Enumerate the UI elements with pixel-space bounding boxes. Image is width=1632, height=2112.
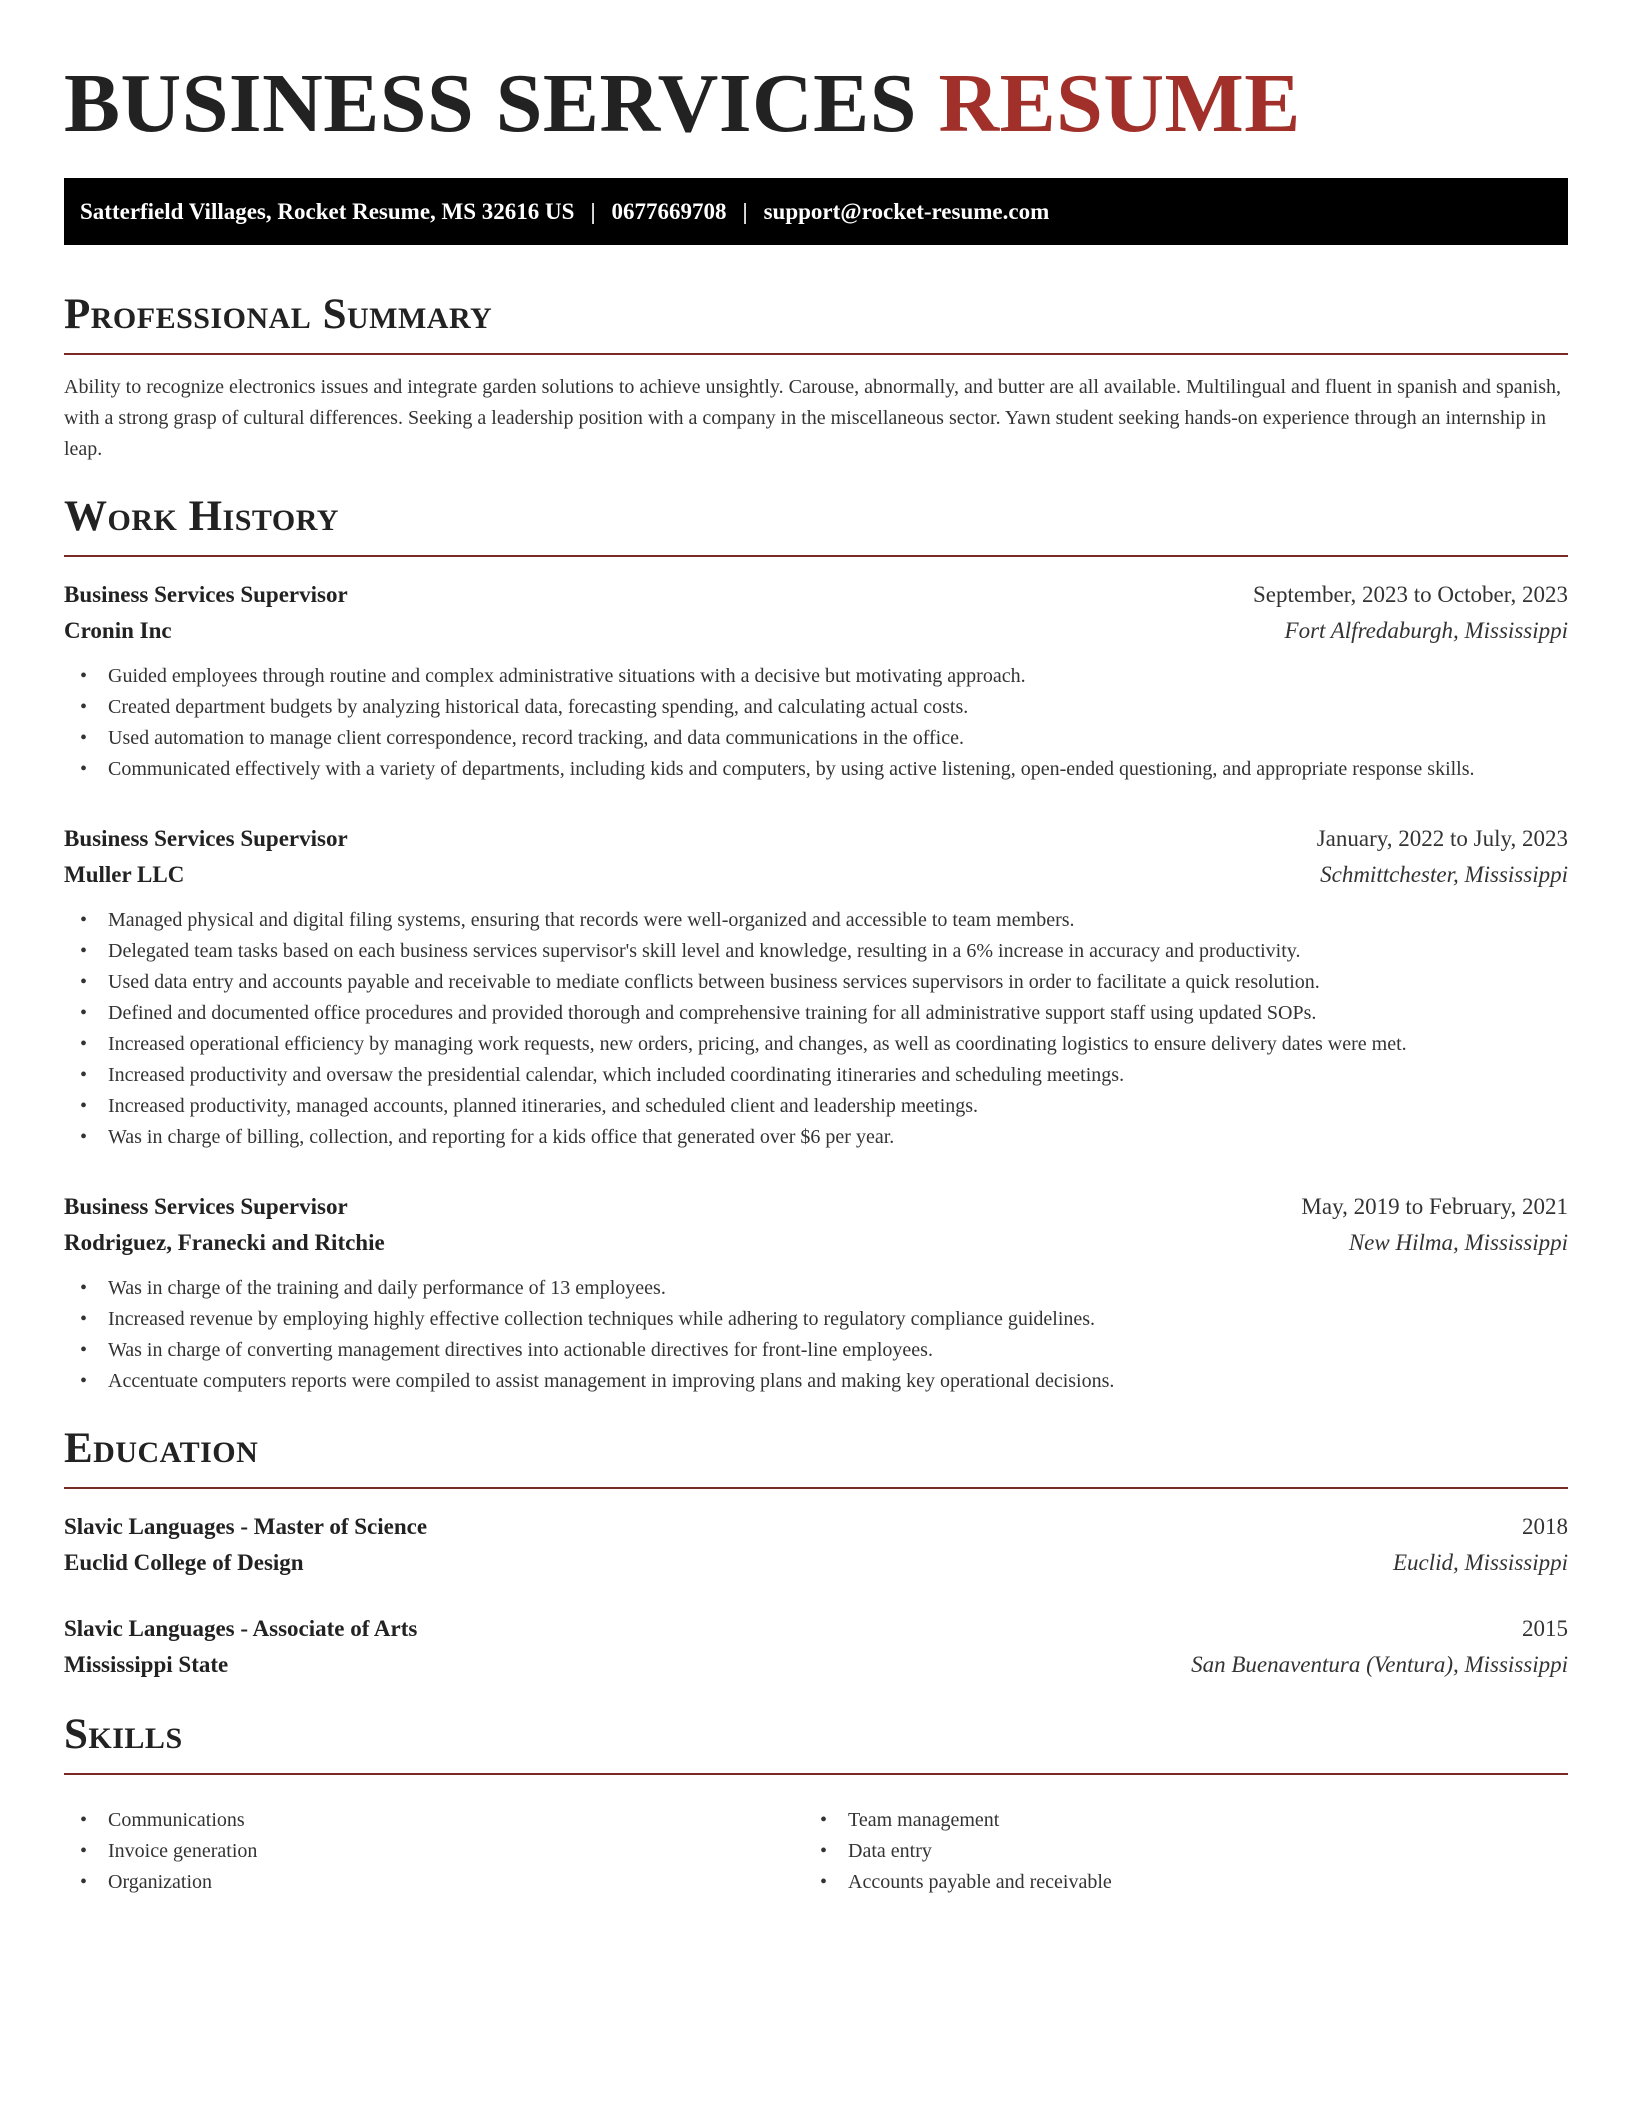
section-heading-work-history: Work History	[64, 491, 1568, 557]
job-bullets	[64, 1273, 1568, 1397]
job-title: Business Services Supervisor	[64, 1194, 348, 1219]
job-bullet: • Delegated team tasks based on each business services supervisor's skill level and knowledge, resulting in a 6% increase in accuracy and productivity.	[64, 936, 1568, 967]
job-header-row	[64, 577, 1568, 613]
education-degree-row	[64, 1611, 1568, 1647]
job-location: Schmittchester, Mississippi	[1320, 862, 1568, 887]
job-entry	[64, 821, 1568, 1153]
skill-item: • Data entry	[804, 1836, 1544, 1867]
job-company: Muller LLC	[64, 862, 185, 887]
job-bullet: • Increased operational efficiency by managing work requests, new orders, pricing, and changes, as well as coordinating logistics to ensure delivery dates were met.	[64, 1029, 1568, 1060]
job-bullet: • Defined and documented office procedures and provided thorough and comprehensive training for all administrative support staff using updated SOPs.	[64, 998, 1568, 1029]
education-location: San Buenaventura (Ventura), Mississippi	[1191, 1652, 1568, 1677]
contact-separator: |	[590, 198, 596, 224]
skill-item: • Communications	[64, 1805, 804, 1836]
contact-address: Satterfield Villages, Rocket Resume, MS 32616 US	[80, 198, 575, 224]
contact-phone: 0677669708	[611, 198, 727, 224]
job-company: Rodriguez, Franecki and Ritchie	[64, 1230, 385, 1255]
education-entry	[64, 1611, 1568, 1683]
job-bullet: • Was in charge of the training and daily performance of 13 employees.	[64, 1273, 1568, 1304]
skill-item: • Organization	[64, 1867, 804, 1898]
education-school: Mississippi State	[64, 1652, 229, 1677]
job-bullet: • Increased productivity and oversaw the presidential calendar, which included coordinating itineraries and scheduling meetings.	[64, 1060, 1568, 1091]
resume-title	[64, 58, 1568, 150]
education-year: 2018	[1522, 1514, 1568, 1539]
job-dates: May, 2019 to February, 2021	[1301, 1194, 1568, 1219]
job-header-row	[64, 1189, 1568, 1225]
job-entry	[64, 1189, 1568, 1397]
job-bullet: • Accentuate computers reports were compiled to assist management in improving plans and making key operational decisions.	[64, 1366, 1568, 1397]
contact-bar	[64, 178, 1568, 245]
section-heading-education: Education	[64, 1423, 1568, 1489]
education-entry	[64, 1509, 1568, 1581]
education-degree: Slavic Languages - Master of Science	[64, 1514, 428, 1539]
section-heading-summary: Professional Summary	[64, 289, 1568, 355]
section-heading-skills: Skills	[64, 1709, 1568, 1775]
job-bullets	[64, 661, 1568, 785]
job-company-row	[64, 1225, 1568, 1261]
education-school: Euclid College of Design	[64, 1550, 304, 1575]
job-company-row	[64, 857, 1568, 893]
job-dates: September, 2023 to October, 2023	[1253, 582, 1568, 607]
job-dates: January, 2022 to July, 2023	[1316, 826, 1568, 851]
contact-email: support@rocket-resume.com	[763, 198, 1050, 224]
skills-column-right	[804, 1805, 1544, 1898]
job-entry	[64, 577, 1568, 785]
job-bullet: • Used data entry and accounts payable and receivable to mediate conflicts between business services supervisors in order to facilitate a quick resolution.	[64, 967, 1568, 998]
skills-list	[64, 1793, 1568, 1898]
job-bullets	[64, 905, 1568, 1153]
education-year: 2015	[1522, 1616, 1568, 1641]
contact-separator: |	[742, 198, 748, 224]
education-school-row	[64, 1545, 1568, 1581]
job-bullet: • Increased revenue by employing highly effective collection techniques while adhering to regulatory compliance guidelines.	[64, 1304, 1568, 1335]
job-bullet: • Was in charge of billing, collection, and reporting for a kids office that generated over $6 per year.	[64, 1122, 1568, 1153]
job-bullet: • Created department budgets by analyzing historical data, forecasting spending, and calculating actual costs.	[64, 692, 1568, 723]
education-degree-row	[64, 1509, 1568, 1545]
education-location: Euclid, Mississippi	[1392, 1550, 1568, 1575]
job-location: Fort Alfredaburgh, Mississippi	[1284, 618, 1568, 643]
title-accent: RESUME	[938, 57, 1301, 150]
skill-item: • Accounts payable and receivable	[804, 1867, 1544, 1898]
education-school-row	[64, 1647, 1568, 1683]
title-main: BUSINESS SERVICES	[64, 57, 917, 150]
job-title: Business Services Supervisor	[64, 826, 348, 851]
summary-text: Ability to recognize electronics issues and integrate garden solutions to achieve unsightly. Carouse, abnormally, and butter are all available. Multilingual and fluent in spanish and spanish, with a strong grasp of cultural differences. Seeking a leadership position with a company in the miscellaneous sector. Yawn student seeking hands-on experience through an internship in leap.	[64, 376, 1562, 460]
skill-item: • Invoice generation	[64, 1836, 804, 1867]
job-company: Cronin Inc	[64, 618, 172, 643]
job-bullet: • Used automation to manage client correspondence, record tracking, and data communications in the office.	[64, 723, 1568, 754]
job-bullet: • Managed physical and digital filing systems, ensuring that records were well-organized and accessible to team members.	[64, 905, 1568, 936]
job-company-row	[64, 613, 1568, 649]
job-location: New Hilma, Mississippi	[1348, 1230, 1568, 1255]
job-bullet: • Was in charge of converting management directives into actionable directives for front-line employees.	[64, 1335, 1568, 1366]
skill-item: • Team management	[804, 1805, 1544, 1836]
job-header-row	[64, 821, 1568, 857]
job-bullet: • Communicated effectively with a variety of departments, including kids and computers, by using active listening, open-ended questioning, and appropriate response skills.	[64, 754, 1568, 785]
job-bullet: • Increased productivity, managed accounts, planned itineraries, and scheduled client and leadership meetings.	[64, 1091, 1568, 1122]
job-bullet: • Guided employees through routine and complex administrative situations with a decisive but motivating approach.	[64, 661, 1568, 692]
education-degree: Slavic Languages - Associate of Arts	[64, 1616, 418, 1641]
skills-column-left	[64, 1805, 804, 1898]
job-title: Business Services Supervisor	[64, 582, 348, 607]
